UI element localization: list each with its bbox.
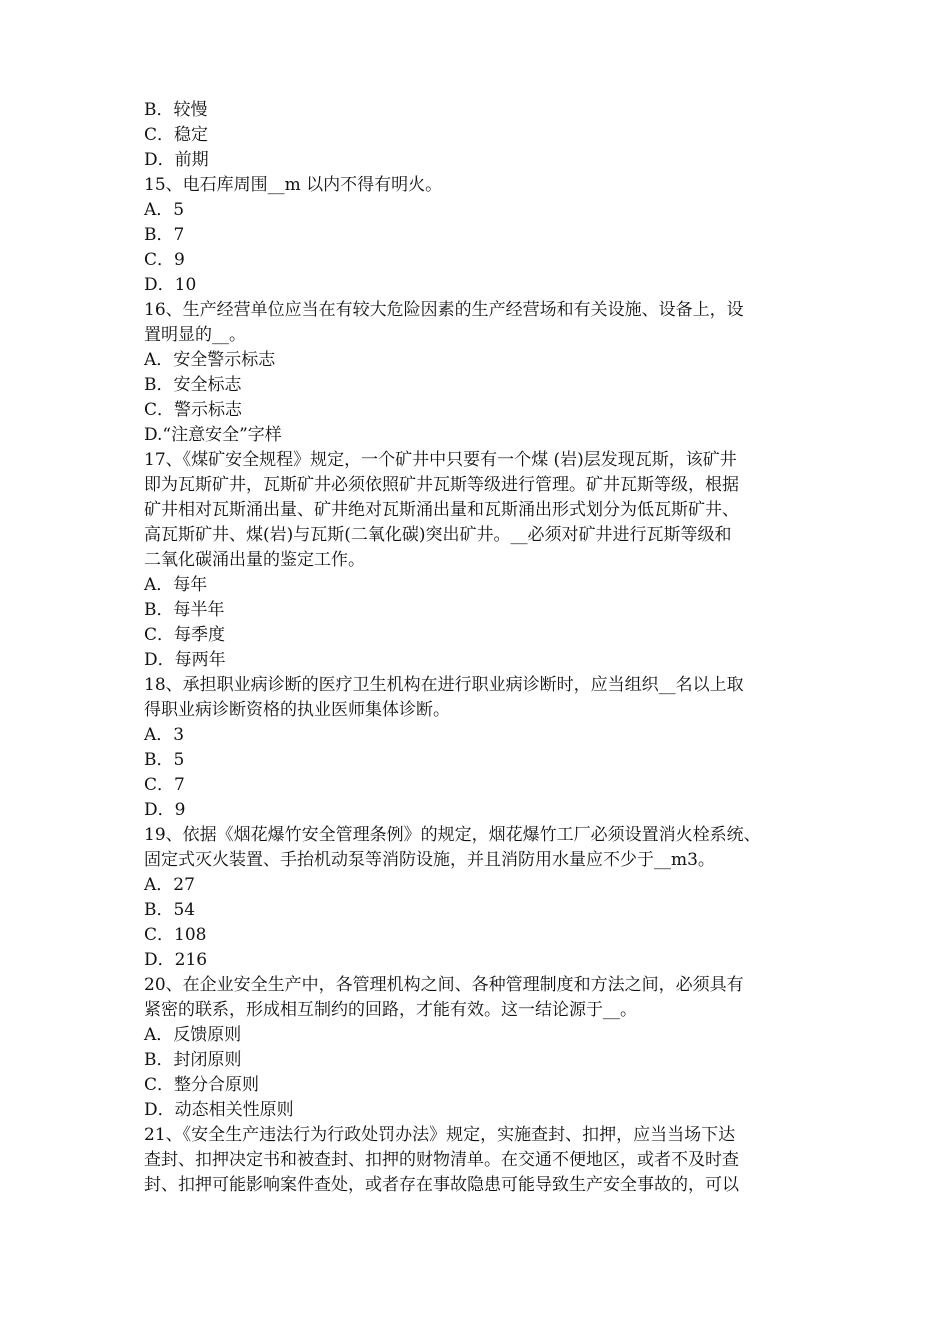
question-line: 置明显的__。 (144, 325, 246, 345)
text-line: C．每季度 (144, 625, 226, 645)
text-line: D．216 (144, 950, 208, 970)
question-line: 得职业病诊断资格的执业医师集体诊断。 (144, 700, 450, 720)
text-line: C．108 (144, 925, 207, 945)
question-line: 封、扣押可能影响案件查处，或者存在事故隐患可能导致生产安全事故的，可以 (144, 1175, 739, 1195)
text-line: D.“注意安全”字样 (144, 425, 282, 445)
text-line: B．较慢 (144, 100, 208, 120)
question-line: 17、《煤矿安全规程》规定，一个矿井中只要有一个煤 (岩)层发现瓦斯，该矿井 (144, 450, 737, 470)
question-line: 18、承担职业病诊断的医疗卫生机构在进行职业病诊断时，应当组织__名以上取 (144, 675, 744, 695)
question-line: 16、生产经营单位应当在有较大危险因素的生产经营场和有关设施、设备上，设 (144, 300, 744, 320)
question-line: 紧密的联系，形成相互制约的回路，才能有效。这一结论源于__。 (144, 1000, 637, 1020)
question-line: 15、电石库周围__m 以内不得有明火。 (144, 175, 443, 195)
text-line: B．每半年 (144, 600, 225, 620)
text-line: C．稳定 (144, 125, 209, 145)
text-line: C．警示标志 (144, 400, 243, 420)
text-line: D．动态相关性原则 (144, 1100, 294, 1120)
question-line: 查封、扣押决定书和被查封、扣押的财物清单。在交通不便地区，或者不及时查 (144, 1150, 739, 1170)
text-line: B．5 (144, 750, 185, 770)
text-line: A．5 (144, 200, 185, 220)
text-line: C．整分合原则 (144, 1075, 260, 1095)
text-line: A．安全警示标志 (144, 350, 276, 370)
text-line: B．安全标志 (144, 375, 242, 395)
text-line: A．27 (144, 875, 195, 895)
text-line: D．10 (144, 275, 197, 295)
text-line: B．7 (144, 225, 185, 245)
text-line: B．54 (144, 900, 196, 920)
text-line: D．前期 (144, 150, 209, 170)
text-line: A．每年 (144, 575, 208, 595)
text-line: D．每两年 (144, 650, 226, 670)
text-line: B．封闭原则 (144, 1050, 242, 1070)
text-line: C．7 (144, 775, 185, 795)
question-line: 20、在企业安全生产中，各管理机构之间、各种管理制度和方法之间，必须具有 (144, 975, 744, 995)
question-line: 21、《安全生产违法行为行政处罚办法》规定，实施查封、扣押，应当当场下达 (144, 1125, 736, 1145)
question-line: 即为瓦斯矿井，瓦斯矿井必须依照矿井瓦斯等级进行管理。矿井瓦斯等级，根据 (144, 475, 739, 495)
question-line: 二氧化碳涌出量的鉴定工作。 (144, 550, 365, 570)
document-page (144, 98, 814, 1198)
question-line: 高瓦斯矿井、煤(岩)与瓦斯(二氧化碳)突出矿井。__必须对矿井进行瓦斯等级和 (144, 525, 732, 545)
text-line: A．反馈原则 (144, 1025, 242, 1045)
question-line: 固定式灭火装置、手抬机动泵等消防设施，并且消防用水量应不少于__m3。 (144, 850, 715, 870)
text-line: A．3 (144, 725, 185, 745)
text-line: C．9 (144, 250, 185, 270)
text-line: D．9 (144, 800, 186, 820)
question-line: 19、依据《烟花爆竹安全管理条例》的规定，烟花爆竹工厂必须设置消火栓系统、 (144, 825, 761, 845)
question-line: 矿井相对瓦斯涌出量、矿井绝对瓦斯涌出量和瓦斯涌出形式划分为低瓦斯矿井、 (144, 500, 739, 520)
